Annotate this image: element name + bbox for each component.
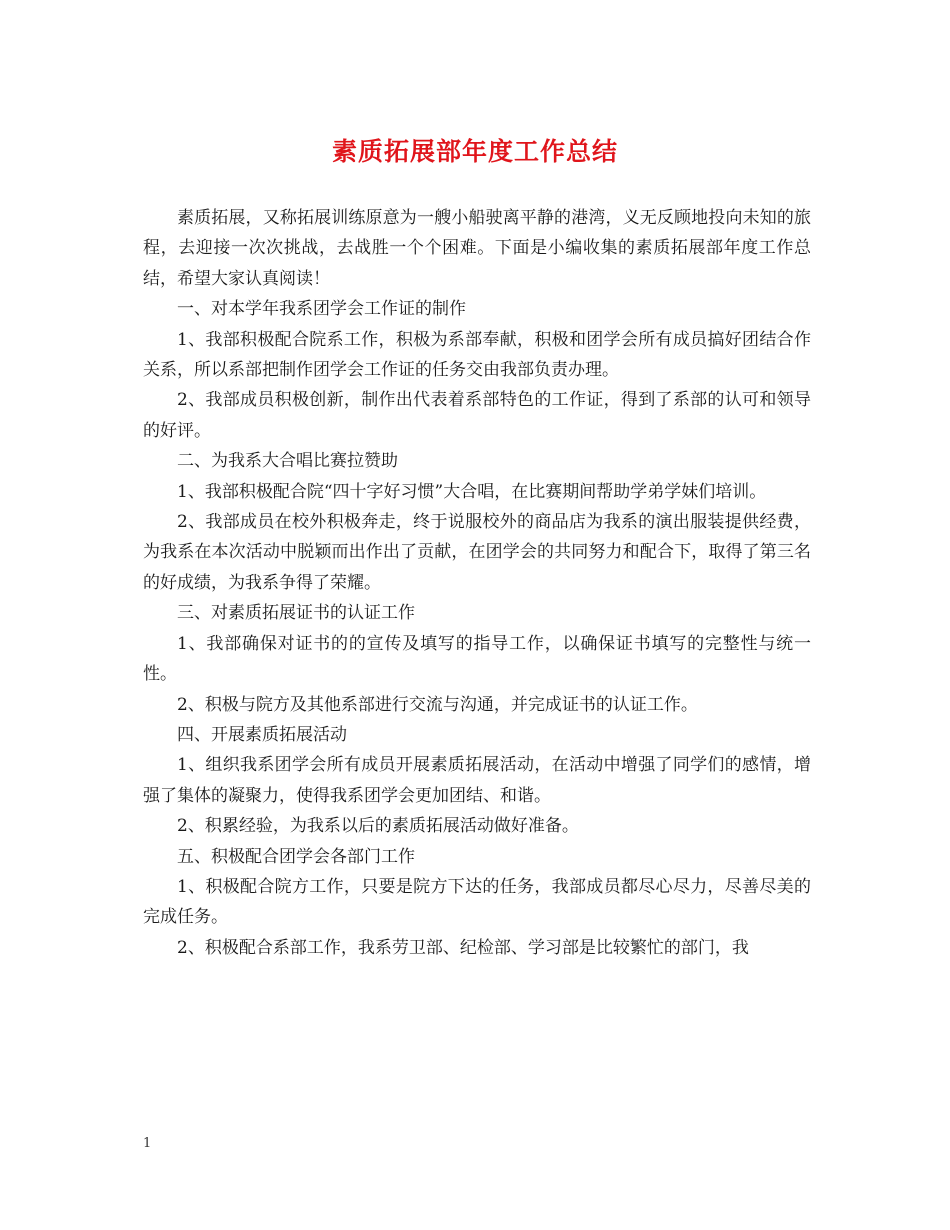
section-heading-1: 一、对本学年我系团学会工作证的制作 bbox=[177, 299, 466, 320]
paragraph-intro: 素质拓展，又称拓展训练原意为一艘小船驶离平静的港湾，义无反顾地投向未知的旅程，去迎接一次次挑战，去战胜一个个困难。下面是小编收集的素质拓展部年度工作总结，希望大家认真阅读！ bbox=[143, 208, 811, 289]
paragraph: 2、积极与院方及其他系部进行交流与沟通，并完成证书的认证工作。 bbox=[177, 694, 698, 715]
section-heading-3: 三、对素质拓展证书的认证工作 bbox=[177, 603, 415, 624]
paragraph: 2、积累经验，为我系以后的素质拓展活动做好准备。 bbox=[177, 816, 579, 837]
paragraph: 1、我部积极配合院系工作，积极为系部奉献，积极和团学会所有成员搞好团结合作关系，所以系部把制作团学会工作证的任务交由我部负责办理。 bbox=[143, 329, 811, 381]
paragraph: 2、积极配合系部工作，我系劳卫部、纪检部、学习部是比较繁忙的部门，我 bbox=[177, 937, 749, 958]
section-heading-2: 二、为我系大合唱比赛拉赞助 bbox=[177, 451, 398, 472]
section-heading-5: 五、积极配合团学会各部门工作 bbox=[177, 846, 415, 867]
paragraph: 2、我部成员在校外积极奔走，终于说服校外的商品店为我系的演出服装提供经费，为我系在本次活动中脱颖而出作出了贡献，在团学会的共同努力和配合下，取得了第三名的好成绩，为我系争得了荣耀。 bbox=[143, 512, 811, 593]
document-title: 素质拓展部年度工作总结 bbox=[331, 137, 618, 166]
section-heading-4: 四、开展素质拓展活动 bbox=[177, 724, 347, 745]
paragraph: 1、我部积极配合院“四十字好习惯”大合唱，在比赛期间帮助学弟学妹们培训。 bbox=[177, 481, 767, 502]
document-body bbox=[143, 203, 811, 963]
paragraph: 1、组织我系团学会所有成员开展素质拓展活动，在活动中增强了同学们的感情，增强了集体的凝聚力，使得我系团学会更加团结、和谐。 bbox=[143, 755, 811, 806]
paragraph: 1、积极配合院方工作，只要是院方下达的任务，我部成员都尽心尽力，尽善尽美的完成任务。 bbox=[143, 876, 811, 928]
paragraph: 1、我部确保对证书的的宣传及填写的指导工作，以确保证书填写的完整性与统一性。 bbox=[143, 633, 811, 685]
paragraph: 2、我部成员积极创新，制作出代表着系部特色的工作证，得到了系部的认可和领导的好评。 bbox=[143, 390, 811, 441]
page-number: 1 bbox=[143, 1136, 152, 1151]
